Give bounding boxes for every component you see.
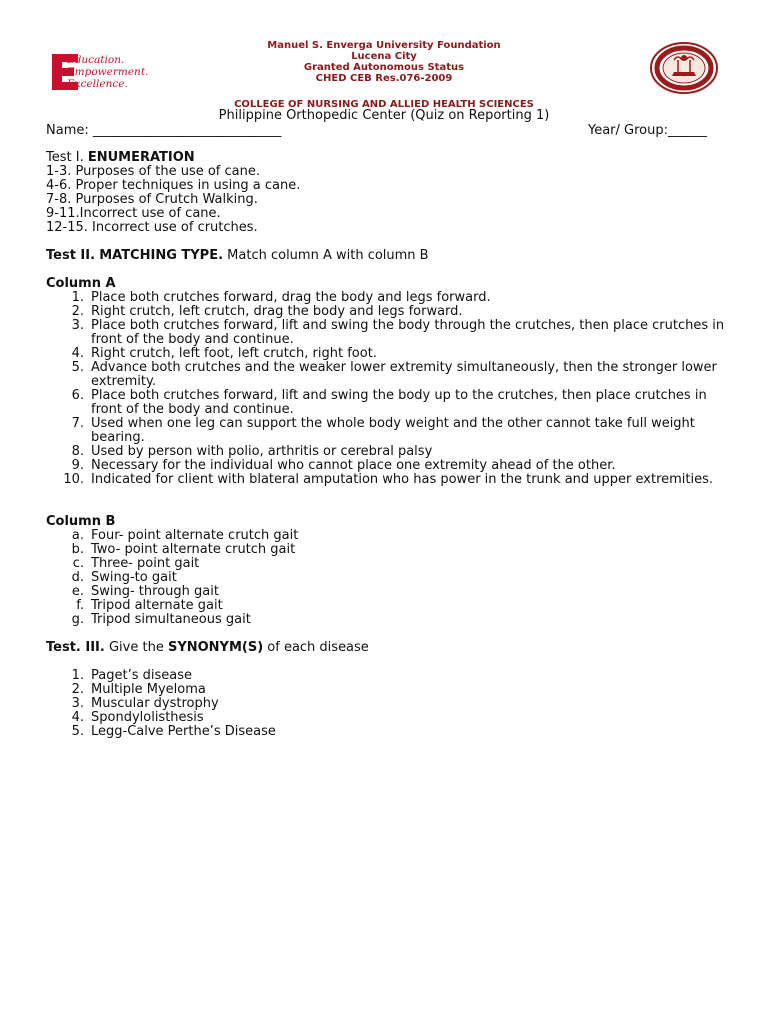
list-item: 1-3. Purposes of the use of cane.: [46, 164, 260, 179]
year-group-field-label: Year/ Group:______: [588, 123, 707, 138]
list-item: 7-8. Purposes of Crutch Walking.: [46, 192, 258, 207]
item-text: Multiple Myeloma: [91, 682, 206, 697]
column-b-title: Column B: [46, 514, 116, 529]
item-text: Legg-Calve Perthe’s Disease: [91, 724, 276, 739]
list-item: [46, 529, 731, 543]
list-item: 12-15. Incorrect use of crutches.: [46, 220, 258, 235]
item-letter: f.: [76, 598, 84, 613]
item-text: Used by person with polio, arthritis or cerebral palsy: [91, 444, 433, 459]
item-number: 6.: [71, 388, 84, 403]
test3-heading: [46, 641, 369, 655]
list-item: 9-11.Incorrect use of cane.: [46, 206, 221, 221]
test3-pre: Give the: [108, 640, 164, 655]
item-text: Two- point alternate crutch gait: [91, 542, 296, 557]
list-item: [46, 445, 731, 459]
logo-line-1: Education.: [67, 54, 125, 66]
item-letter: g.: [71, 612, 84, 627]
test1-label: Test I.: [46, 150, 84, 165]
list-item: [46, 697, 731, 711]
item-letter: b.: [71, 542, 84, 557]
item-number: 8.: [71, 444, 84, 459]
item-number: 1.: [71, 668, 84, 683]
list-item: [46, 683, 731, 697]
item-letter: d.: [71, 570, 84, 585]
test2-instruction: Match column A with column B: [227, 248, 429, 263]
item-number: 1.: [71, 290, 84, 305]
column-b-list: [46, 529, 731, 627]
item-number: 5.: [71, 724, 84, 739]
list-item: [46, 459, 731, 473]
test1-heading: [46, 151, 195, 165]
item-text: Used when one leg can support the whole body weight and the other cannot take full weight bearing.: [91, 416, 695, 445]
column-a-title: Column A: [46, 276, 116, 291]
item-text: Necessary for the individual who cannot place one extremity ahead of the other.: [91, 458, 616, 473]
list-item: 4-6. Proper techniques in using a cane.: [46, 178, 301, 193]
list-item: [46, 361, 731, 389]
test3-keyword: SYNONYM(S): [167, 640, 264, 655]
org-status: Granted Autonomous Status: [303, 62, 465, 73]
item-letter: e.: [71, 584, 84, 599]
test2-label: Test II.: [46, 248, 96, 263]
item-text: Place both crutches forward, drag the body and legs forward.: [91, 290, 491, 305]
item-number: 7.: [71, 416, 84, 431]
org-resolution: CHED CEB Res.076-2009: [315, 73, 453, 84]
quiz-title: Philippine Orthopedic Center (Quiz on Reporting 1): [218, 108, 550, 123]
item-text: Swing-to gait: [91, 570, 177, 585]
item-text: Advance both crutches and the weaker lower extremity simultaneously, then the stronger lower extremity.: [91, 360, 717, 389]
item-text: Three- point gait: [91, 556, 200, 571]
item-number: 5.: [71, 360, 84, 375]
list-item: [46, 319, 731, 347]
item-number: 9.: [71, 458, 84, 473]
list-item: [46, 473, 731, 487]
item-text: Right crutch, left crutch, drag the body and legs forward.: [91, 304, 463, 319]
test2-heading: [46, 249, 429, 263]
list-item: [46, 599, 731, 613]
test3-label: Test. III.: [46, 640, 105, 655]
list-item: [46, 305, 731, 319]
list-item: [46, 669, 731, 683]
item-text: Indicated for client with blateral amputation who has power in the trunk and upper extremities.: [91, 472, 714, 487]
test1-title: ENUMERATION: [87, 150, 195, 165]
test3-post: of each disease: [267, 640, 369, 655]
item-text: Right crutch, left foot, left crutch, right foot.: [91, 346, 377, 361]
item-number: 3.: [71, 696, 84, 711]
test3-list: [46, 669, 731, 739]
logo-line-3: Excellence.: [67, 78, 128, 90]
item-text: Place both crutches forward, lift and swing the body up to the crutches, then place crutches in front of the body and continue.: [91, 388, 707, 417]
list-item: [46, 291, 731, 305]
college-name: COLLEGE OF NURSING AND ALLIED HEALTH SCIENCES: [234, 99, 534, 110]
item-number: 4.: [71, 346, 84, 361]
test1-list: [46, 165, 300, 235]
list-item: [46, 347, 731, 361]
item-number: 2.: [71, 304, 84, 319]
item-text: Paget’s disease: [91, 668, 192, 683]
list-item: [46, 585, 731, 599]
item-number: 3.: [71, 318, 84, 333]
item-letter: c.: [72, 556, 84, 571]
item-text: Muscular dystrophy: [91, 696, 219, 711]
column-a-list: [46, 291, 731, 487]
test2-title: MATCHING TYPE.: [99, 248, 224, 263]
list-item: [46, 543, 731, 557]
item-text: Place both crutches forward, lift and swing the body through the crutches, then place crutches in front of the body and continue.: [91, 318, 725, 347]
item-text: Four- point alternate crutch gait: [91, 528, 299, 543]
list-item: [46, 571, 731, 585]
item-text: Spondylolisthesis: [91, 710, 204, 725]
item-number: 2.: [71, 682, 84, 697]
list-item: [46, 711, 731, 725]
item-text: Swing- through gait: [91, 584, 219, 599]
org-name: Manuel S. Enverga University Foundation: [267, 40, 501, 51]
item-letter: a.: [71, 528, 84, 543]
item-number: 4.: [71, 710, 84, 725]
item-text: Tripod simultaneous gait: [91, 612, 251, 627]
list-item: [46, 389, 731, 417]
list-item: [46, 613, 731, 627]
list-item: [46, 417, 731, 445]
list-item: [46, 557, 731, 571]
name-field-label: Name: _____________________________: [46, 123, 282, 138]
logo-line-2: Empowerment.: [67, 66, 149, 78]
org-city: Lucena City: [351, 51, 417, 62]
list-item: [46, 725, 731, 739]
item-text: Tripod alternate gait: [91, 598, 223, 613]
item-number: 10.: [63, 472, 84, 487]
